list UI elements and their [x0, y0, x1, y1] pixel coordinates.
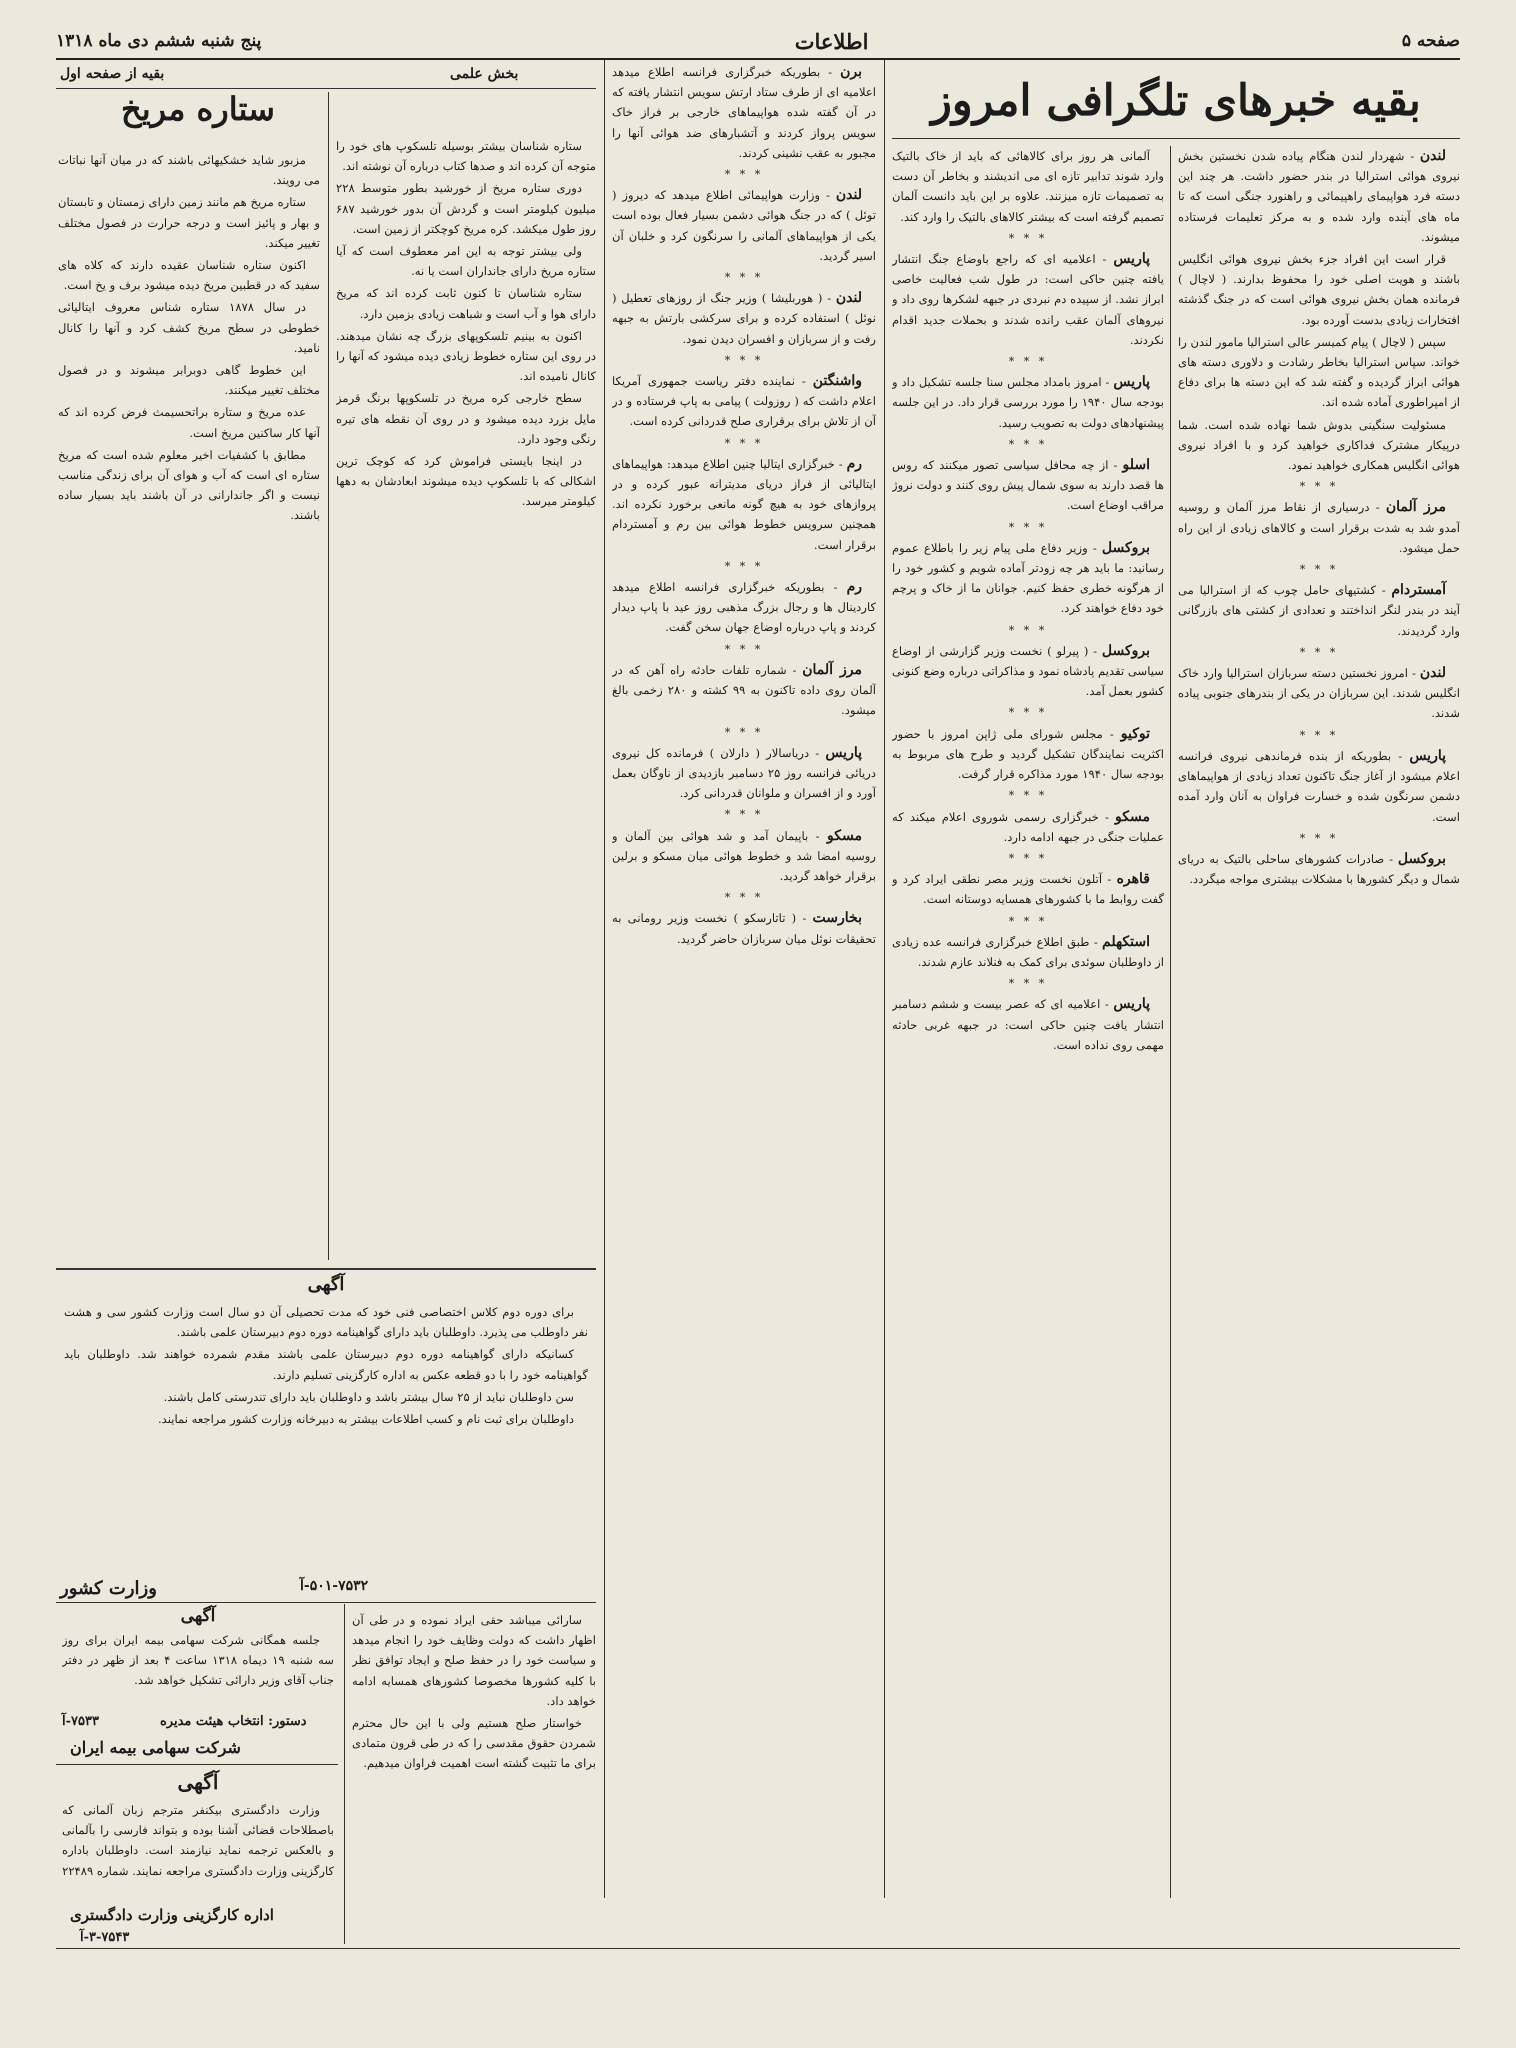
item-separator: * * * [1299, 831, 1339, 845]
news-item: رم - خبرگزاری ایتالیا چنین اطلاع میدهد: هواپیماهای ایتالیائی از فراز دریای مدیترانه عبور کرده و در پروازهای خود به هیچ گونه مانعی برخورد نکرده اند. همچنین سرویس خطوط هوائی بین رم و آمستردام برقرار است. [612, 455, 876, 552]
news-dateline: اسلو [1122, 457, 1150, 474]
paragraph: ستاره شناسان تا کنون ثابت کرده اند که مریخ دارای هوا و آب است و شباهت زیادی بزمین دارد. [336, 286, 596, 321]
ads-divider [56, 1764, 338, 1765]
news-item: پاریس - امروز بامداد مجلس سنا جلسه تشکیل داد و بودجه سال ۱۹۴۰ را مورد بررسی قرار داد. در این جلسه پیشنهادهای دولت به تصویب رسید. [892, 374, 1164, 430]
news-item: بروکسل - وزیر دفاع ملی پیام زیر را باطلاع عموم رسانید: ما باید هر چه زودتر آماده شویم و کشور خود را از هرگونه خطری حفظ کنیم. جوانان ما از خاک و پرچم خود دفاع خواهند کرد. [892, 539, 1164, 616]
news-text: خبرگزاری ایتالیا چنین اطلاع میدهد: هواپیماهای ایتالیائی از فراز دریای مدیترانه عبور کرده و در پروازهای خود به هیچ گونه مانعی برخورد نکرده اند. همچنین سرویس خطوط هوائی بین رم و آمستردام برقرار است. [612, 456, 876, 552]
item-separator: * * * [1008, 977, 1048, 991]
paragraph: سطح خارجی کره مریخ در تلسکوپها برنگ قرمز مایل بزرد دیده میشود و در روی آن نقطه های تیره رنگی وجود دارد. [336, 391, 596, 446]
news-text: وزیر دفاع ملی پیام زیر را باطلاع عموم رسانید: ما باید هر چه زودتر آماده شویم و کشور خود را از هرگونه خطری حفظ کنیم. جوانان ما از خاک و پرچم خود دفاع خواهند کرد. [892, 540, 1164, 616]
news-text: امروز بامداد مجلس سنا جلسه تشکیل داد و بودجه سال ۱۹۴۰ را مورد بررسی قرار داد. در این جلسه پیشنهادهای دولت به تصویب رسید. [892, 375, 1164, 430]
notice-2-agenda: دستور: انتخاب هیئت مدیره [160, 1714, 307, 1729]
news-item [1178, 249, 1460, 330]
news-text: از چه محافل سیاسی تصور میکنند که روس ها قصد دارند به سوی شمال پیش روی کنند و دولت نروژ مراقب اوضاع است. [892, 458, 1164, 513]
news-item: مرز آلمان - درسیاری از نقاط مرز آلمان و روسیه آمدو شد به شدت برقرار است و کالاهای زیادی از این راه حمل میشود. [1178, 499, 1460, 555]
item-separator: * * * [1008, 623, 1048, 637]
news-text: مسئولیت سنگینی بدوش شما نهاده شده است. شما درپیکار مشترک فداکاری خواهید کرد و با افراد نیروی هوائی انگلیس همکاری خواهید نمود. [1178, 417, 1460, 473]
ads-divider [56, 1602, 596, 1603]
item-separator: * * * [724, 725, 764, 739]
news-text: ( پیرلو ) نخست وزیر گزارشی از اوضاع سیاسی تقدیم پادشاه نمود و مذاکراتی درباره وضع کنونی کشور بعمل آمد. [892, 643, 1164, 699]
paragraph: خواستار صلح هستیم ولی با این حال محترم شمردن حقوق مقدسی را که در طی قرون متمادی برای ما تثبیت گشته است اهمیت فراوان میدهیم. [352, 1716, 596, 1771]
paragraph: سارائی میباشد حقی ایراد نموده و در طی آن اظهار داشت که دولت وظایف خود را انجام میدهد و سیاست خود را در حفظ صلح و ایجاد توافق نظر با کلیه کشورها مخصوصا کشورهای همسایه ادامه خواهد داد. [352, 1613, 596, 1708]
paragraph: جلسه همگانی شرکت سهامی بیمه ایران برای روز سه شنبه ۱۹ دیماه ۱۳۱۸ ساعت ۴ بعد از ظهر در دفتر جناب آقای وزیر دارائی تشکیل خواهد شد. [62, 1633, 334, 1688]
news-item: پاریس - دریاسالار ( دارلان ) فرمانده کل نیروی دریائی فرانسه روز ۲۵ دسامبر بازدیدی از ناوگان بعمل آورد و از افسران و ملوانان قدردانی کرد. [612, 744, 876, 801]
item-separator: * * * [724, 168, 764, 182]
news-text: دریاسالار ( دارلان ) فرمانده کل نیروی دریائی فرانسه روز ۲۵ دسامبر بازدیدی از ناوگان بعمل آورد و از افسران و ملوانان قدردانی کرد. [612, 745, 876, 801]
news-text: بطوریکه از بنده فرماندهی نیروی فرانسه اعلام میشود از آغاز جنگ تاکنون تعداد زیادی از هواپیماهای دشمن سرنگون شده و خسارت فراوان به آنان وارد آمده است. [1178, 748, 1460, 824]
notice-3-body [62, 1800, 334, 1904]
item-separator: * * * [724, 559, 764, 573]
news-item [1178, 332, 1460, 413]
news-item: لندن - وزارت هواپیمائی اطلاع میدهد که دیروز ( توئل ) که در جنگ هوائی دشمن بسیار فعال بوده است یکی از هواپیماهای آلمانی را سرنگون کرد و خلبان آن اسیر گردید. [612, 187, 876, 263]
news-dateline: واشنگتن [812, 373, 862, 390]
news-item: لندن - ( هوربلیشا ) وزیر جنگ از روزهای تعطیل ( نوئل ) استفاده کرده و برای سرکشی بارتش به جبهه رفت و از سربازان و افسران دیدن نمود. [612, 290, 876, 346]
item-separator: * * * [724, 808, 764, 822]
telegraph-column-2 [892, 146, 1164, 1898]
news-item: بروکسل - صادرات کشورهای ساحلی بالتیک به دریای شمال و دیگر کشورها با مشکلات بیشتری مواجه میگردد. [1178, 850, 1460, 887]
item-separator: * * * [724, 271, 764, 285]
paragraph: در اینجا بایستی فراموش کرد که کوچک ترین اشکالی که با تلسکوپ دیده میشوند ابعادشان به دهها کیلومتر میرسد. [336, 454, 596, 509]
news-item: قاهره - آتلون نخست وزیر مصر نطقی ایراد کرد و گفت روابط ما با کشورهای همسایه دوستانه است. [892, 871, 1164, 907]
column-divider [344, 1604, 345, 1944]
news-dateline: توکیو [1120, 725, 1151, 742]
item-separator: * * * [1008, 851, 1048, 865]
item-separator: * * * [1299, 480, 1339, 494]
notice-2-code: ۷۵۳۳-آ [62, 1714, 99, 1729]
news-text: مجلس شورای ملی ژاپن امروز با حضور اکثریت نمایندگان تشکیل گردید و طرح های مربوط به بودجه سال ۱۹۴۰ مورد مذاکره قرار گرفت. [892, 726, 1164, 782]
news-dateline: برن [840, 64, 862, 80]
news-item: آمستردام - کشتیهای حامل چوب که از استرالیا می آیند در بندر لنگر انداختند و تعدادی از کشتی های بازرگانی وارد گردیدند. [1178, 582, 1460, 638]
news-text: کشتیهای حامل چوب که از استرالیا می آیند در بندر لنگر انداختند و تعدادی از کشتی های بازرگانی وارد گردیدند. [1178, 583, 1460, 638]
news-text: ( هوربلیشا ) وزیر جنگ از روزهای تعطیل ( نوئل ) استفاده کرده و برای سرکشی بارتش به جبهه رفت و از سربازان و افسران دیدن نمود. [612, 291, 876, 346]
paragraph: ستاره مریخ هم مانند زمین دارای زمستان و تابستان و بهار و پائیز است و درجه حرارت در فصول مختلف تغییر میکند. [58, 195, 320, 250]
science-column-b [58, 150, 320, 1260]
item-separator: * * * [724, 891, 764, 905]
paragraph: عده مریخ و ستاره براتحسیمث فرض کرده اند که آنها کار ساکنین مریخ است. [58, 405, 320, 440]
notice-1-title: آگهی [307, 1274, 345, 1295]
speech-continuation [352, 1610, 596, 1910]
issue-date: پنج شنبه ششم دی ماه ۱۳۱۸ [56, 31, 262, 51]
news-dateline: بخارست [812, 910, 862, 927]
column-divider [884, 60, 885, 1898]
article-title: ستاره مریخ [121, 90, 275, 128]
news-item: پاریس - بطوریکه از بنده فرماندهی نیروی فرانسه اعلام میشود از آغاز جنگ تاکنون تعداد زیادی از هواپیماهای دشمن سرنگون شده و خسارت فراوان به آنان وارد آمده است. [1178, 747, 1460, 824]
news-dateline: رم [846, 579, 862, 596]
newspaper-name: اطلاعات [794, 28, 869, 54]
news-text: سپس ( لاچال ) پیام کمیسر عالی استرالیا مامور لندن را خواند. سپاس استرالیا بخاطر رشادت و دلاوری دسته های هوائی ابراز گردیده و گفته شد که این دسته ها برای دفاع از امپراطوری آماده شده اند. [1178, 334, 1460, 410]
news-dateline: لندن [1419, 148, 1446, 164]
notice-1-code: ۵۰۱-۷۵۳۲-آ [300, 1578, 369, 1594]
news-item: استکهلم - طبق اطلاع خبرگزاری فرانسه عده زیادی از داوطلبان سوئدی برای کمک به فنلاند عازم شدند. [892, 933, 1164, 969]
news-dateline: لندن [835, 290, 862, 307]
news-item [892, 146, 1164, 227]
news-dateline: بروکسل [1101, 642, 1150, 659]
news-text: بطوریکه خبرگزاری فرانسه اطلاع میدهد اعلامیه ای از طرف ستاد ارتش سویس انتشار یافته که در آن گفته شده هواپیماهای خارجی بر فراز خاک سویس پرواز کردند و آتشبارهای ضد هوائی آنها را مجبور به عقب نشینی کردند. [612, 65, 876, 160]
news-text: نماینده دفتر ریاست جمهوری آمریکا اعلام داشت که ( روزولت ) پیامی به پاپ فرستاده و در آن از تلاش برای برقراری صلح قدردانی کرده است. [612, 374, 876, 429]
paragraph: دوری ستاره مریخ از خورشید بطور متوسط ۲۲۸ میلیون کیلومتر است و گردش آن بدور خورشید ۶۸۷ روز طول میکشد. کره مریخ کوچکتر از زمین است. [336, 181, 596, 236]
column-divider [604, 60, 605, 1898]
item-separator: * * * [1008, 706, 1048, 720]
notice-3-signer: اداره کارگزینی وزارت دادگستری [70, 1906, 274, 1924]
news-text: شماره تلفات حادثه راه آهن که در آلمان روی داده تاکنون به ۹۹ کشته و ۲۸۰ زخمی بالغ میشود. [612, 662, 876, 718]
notice-2-signer: شرکت سهامی بیمه ایران [70, 1738, 241, 1757]
news-dateline: پاریس [1113, 374, 1151, 391]
news-text: ( تاتارسکو ) نخست وزیر رومانی به تحقیقات نوئل میان سربازان حاضر گردید. [612, 911, 876, 946]
paragraph: اکنون به بینیم تلسکوپهای بزرگ چه نشان میدهند. در روی این ستاره خطوط زیادی دیده میشود که آنها را کانال نامیده اند. [336, 328, 596, 384]
news-dateline: مسکو [1115, 808, 1150, 825]
item-separator: * * * [724, 642, 764, 656]
column-divider [1170, 146, 1171, 1898]
news-dateline: پاریس [1113, 251, 1150, 268]
continued-label: بقیه از صفحه اول [60, 66, 165, 82]
paragraph: ستاره شناسان بیشتر بوسیله تلسکوپ های خود را متوجه آن کرده اند و صدها کتاب درباره آن نوشته اند. [336, 139, 596, 174]
news-text: باپیمان آمد و شد هوائی بین آلمان و روسیه امضا شد و خطوط هوائی میان مسکو و برلین برقرار خواهد گردید. [612, 828, 876, 883]
item-separator: * * * [1008, 231, 1048, 245]
news-item: بروکسل - ( پیرلو ) نخست وزیر گزارشی از اوضاع سیاسی تقدیم پادشاه نمود و مذاکراتی درباره وضع کنونی کشور بعمل آمد. [892, 642, 1164, 699]
paragraph: مزبور شاید خشکیهائی باشند که در میان آنها نباتات می رویند. [58, 153, 320, 188]
paragraph: این خطوط گاهی دوبرابر میشوند و در فصول مختلف تغییر میکنند. [58, 363, 320, 398]
news-dateline: مسکو [827, 827, 862, 844]
news-dateline: پاریس [1113, 996, 1150, 1013]
news-dateline: پاریس [825, 744, 862, 761]
paragraph: وزارت دادگستری بیکنفر مترجم زبان آلمانی که باصطلاحات قضائی آشنا بوده و بتواند فارسی را بآلمانی و بالعکس ترجمه نماید نیازمند است. داوطلبان باداره کارگزینی وزارت دادگستری مراجعه نمایند. شماره ۲۲۴۸۹ [62, 1803, 334, 1878]
paragraph: اکنون ستاره شناسان عقیده دارند که کلاه های سفید که در قطبین مریخ دیده میشود برف و یخ است. [58, 258, 320, 293]
item-separator: * * * [1008, 437, 1048, 451]
news-dateline: لندن [1419, 665, 1446, 682]
paragraph: سن داوطلبان نباید از ۲۵ سال بیشتر باشد و داوطلبان باید دارای تندرستی کامل باشند. [163, 1389, 574, 1404]
news-dateline: قاهره [1116, 871, 1150, 888]
item-separator: * * * [1008, 914, 1048, 928]
news-text: اعلامیه ای که عصر بیست و ششم دسامبر انتشار یافت چنین حاکی است: در جبهه غربی حادثه مهمی روی نداده است. [892, 997, 1164, 1052]
notice-3-title: آگهی [177, 1770, 219, 1794]
news-text: قرار است این افراد جزء بخش نیروی هوائی انگلیس باشند و هویت اصلی خود را محفوظ بدارند. ( لاچال ) فرمانده همان بخش نیروی هوائی است که در جنگ گذشته افتخارات زیادی بدست آورده بود. [1178, 252, 1460, 327]
telegraph-column-1 [1178, 146, 1460, 1898]
news-text: صادرات کشورهای ساحلی بالتیک به دریای شمال و دیگر کشورها با مشکلات بیشتری مواجه میگردد. [1178, 851, 1460, 887]
news-dateline: پاریس [1409, 747, 1446, 764]
science-section-label: بخش علمی [450, 66, 519, 82]
paragraph: کسانیکه دارای گواهینامه دوره دوم دبیرستان علمی باشند مقدم شمرده خواهند شد. داوطلبان باید گواهینامه خود را با دو قطعه عکس به اداره کارگزینی تسلیم دارند. [64, 1347, 588, 1382]
news-dateline: استکهلم [1102, 933, 1150, 950]
news-dateline: بروکسل [1101, 539, 1151, 556]
news-item: مسکو - خبرگزاری رسمی شوروی اعلام میکند که عملیات جنگی در جبهه ادامه دارد. [892, 808, 1164, 844]
news-item: برن - بطوریکه خبرگزاری فرانسه اطلاع میدهد اعلامیه ای از طرف ستاد ارتش سویس انتشار یافته که در آن گفته شده هواپیماهای خارجی بر فراز خاک سویس پرواز کردند و آتشبارهای ضد هوائی آنها را مجبور به عقب نشینی کردند. [612, 64, 876, 160]
news-dateline: بروکسل [1397, 850, 1446, 867]
news-text: آتلون نخست وزیر مصر نطقی ایراد کرد و گفت روابط ما با کشورهای همسایه دوستانه است. [892, 872, 1164, 907]
item-separator: * * * [1299, 645, 1339, 659]
item-separator: * * * [1008, 789, 1048, 803]
page-number: صفحه ۵ [1401, 31, 1460, 51]
news-item: واشنگتن - نماینده دفتر ریاست جمهوری آمریکا اعلام داشت که ( روزولت ) پیامی به پاپ فرستاده و در آن از تلاش برای برقراری صلح قدردانی کرده است. [612, 373, 876, 429]
news-text: اعلامیه ای که راجع باوضاع جنگ انتشار یافته چنین حاکی است: در طول شب فعالیت خاصی ابراز نشد. از سپیده دم نبردی در جبهه لشکرها روی داد و نیروهای آلمان عقب رانده شدند و بحملات جدید اقدام نکردند. [892, 252, 1164, 347]
news-text: درسیاری از نقاط مرز آلمان و روسیه آمدو شد به شدت برقرار است و کالاهای زیادی از این راه حمل میشود. [1178, 500, 1460, 555]
notice-2-body [62, 1630, 334, 1712]
news-item [1178, 415, 1460, 476]
news-text: خبرگزاری رسمی شوروی اعلام میکند که عملیات جنگی در جبهه ادامه دارد. [892, 809, 1164, 844]
paragraph: داوطلبان برای ثبت نام و کسب اطلاعات بیشتر به دبیرخانه وزارت کشور مراجعه نمایند. [157, 1412, 574, 1427]
news-dateline: آمستردام [1391, 582, 1446, 599]
telegraph-headline: بقیه خبرهای تلگرافی امروز [892, 68, 1460, 139]
news-item: مسکو - باپیمان آمد و شد هوائی بین آلمان و روسیه امضا شد و خطوط هوائی میان مسکو و برلین برقرار خواهد گردید. [612, 827, 876, 883]
science-column-a [336, 136, 596, 1260]
news-dateline: رم [846, 455, 862, 472]
news-text: وزارت هواپیمائی اطلاع میدهد که دیروز ( توئل ) که در جنگ هوائی دشمن بسیار فعال بوده است یکی از هواپیماهای آلمانی را سرنگون کرد و خلبان آن اسیر گردید. [612, 188, 876, 263]
news-item: توکیو - مجلس شورای ملی ژاپن امروز با حضور اکثریت نمایندگان تشکیل گردید و طرح های مربوط به بودجه سال ۱۹۴۰ مورد مذاکره قرار گرفت. [892, 725, 1164, 782]
news-text: امروز نخستین دسته سربازان استرالیا وارد خاک انگلیس شدند. این سربازان در یکی از بندرهای جنوبی پیاده شدند. [1178, 666, 1460, 721]
paragraph: مطابق با کشفیات اخیر معلوم شده است که مریخ ستاره ای است که آب و هوای آن برای زندگی مناسب نیست و اگر جاندارانی در آن باشند باید بسیار ساده باشند. [58, 447, 320, 523]
notice-1-signer: وزارت کشور [60, 1578, 157, 1599]
news-item: بخارست - ( تاتارسکو ) نخست وزیر رومانی به تحقیقات نوئل میان سربازان حاضر گردید. [612, 910, 876, 946]
item-separator: * * * [1008, 355, 1048, 369]
notice-3-code: ۳-۷۵۴۳-آ [80, 1930, 130, 1945]
news-dateline: لندن [835, 187, 862, 204]
item-separator: * * * [724, 436, 764, 450]
news-item: رم - بطوریکه خبرگزاری فرانسه اطلاع میدهد کاردینال ها و رجال بزرگ مذهبی روز عید با پاپ دیدار کردند و پاپ درباره اوضاع جهان سخن گفت. [612, 579, 876, 635]
item-separator: * * * [1299, 728, 1339, 742]
section-rule [56, 88, 596, 89]
notice-1-body [64, 1302, 588, 1572]
news-text: طبق اطلاع خبرگزاری فرانسه عده زیادی از داوطلبان سوئدی برای کمک به فنلاند عازم شدند. [892, 934, 1164, 969]
page-bottom-rule [56, 1948, 1460, 1949]
news-item: لندن - امروز نخستین دسته سربازان استرالیا وارد خاک انگلیس شدند. این سربازان در یکی از بندرهای جنوبی پیاده شدند. [1178, 665, 1460, 721]
item-separator: * * * [724, 353, 764, 367]
news-text: شهردار لندن هنگام پیاده شدن نخستین بخش نیروی هوائی استرالیا در بندر حضور داشت. هر چند این دسته فرد هواپیمای راهپیمائی و راهنورد جنگی است که تا ماه های آینده وارد شده و به مرکز تعلیمات فرستاده میشوند. [1178, 149, 1460, 244]
news-item: پاریس - اعلامیه ای که راجع باوضاع جنگ انتشار یافته چنین حاکی است: در طول شب فعالیت خاصی ابراز نشد. از سپیده دم نبردی در جبهه لشکرها روی داد و نیروهای آلمان عقب رانده شدند و بحملات جدید اقدام نکردند. [892, 251, 1164, 347]
item-separator: * * * [1008, 520, 1048, 534]
news-item: لندن - شهردار لندن هنگام پیاده شدن نخستین بخش نیروی هوائی استرالیا در بندر حضور داشت. هر چند این دسته فرد هواپیمای راهپیمائی و راهنورد جنگی است که تا ماه های آینده وارد شده و به مرکز تعلیمات فرستاده میشوند. [1178, 148, 1460, 244]
ads-divider [56, 1268, 596, 1270]
news-item: پاریس - اعلامیه ای که عصر بیست و ششم دسامبر انتشار یافت چنین حاکی است: در جبهه غربی حادثه مهمی روی نداده است. [892, 996, 1164, 1052]
notice-2-title: آگهی [180, 1606, 216, 1626]
telegraph-column-3 [612, 62, 876, 1898]
news-item: اسلو - از چه محافل سیاسی تصور میکنند که روس ها قصد دارند به سوی شمال پیش روی کنند و دولت نروژ مراقب اوضاع است. [892, 457, 1164, 513]
paragraph: برای دوره دوم کلاس اختصاصی فنی خود که مدت تحصیلی آن دو سال است وزارت کشور سی و هشت نفر داوطلب می پذیرد. داوطلبان باید دارای گواهینامه دوره دوم دبیرستان علمی باشند. [64, 1305, 588, 1340]
news-item: مرز آلمان - شماره تلفات حادثه راه آهن که در آلمان روی داده تاکنون به ۹۹ کشته و ۲۸۰ زخمی بالغ میشود. [612, 661, 876, 718]
news-dateline: مرز آلمان [802, 661, 862, 678]
news-text: بطوریکه خبرگزاری فرانسه اطلاع میدهد کاردینال ها و رجال بزرگ مذهبی روز عید با پاپ دیدار کردند و پاپ درباره اوضاع جهان سخن گفت. [612, 580, 876, 635]
paragraph: ولی بیشتر توجه به این امر معطوف است که آیا ستاره مریخ دارای جانداران است یا نه. [336, 244, 596, 279]
paragraph: در سال ۱۸۷۸ ستاره شناس معروف ایتالیائی خطوطی در سطح مریخ کشف کرد و آنها را کانال نامید. [58, 300, 320, 355]
column-divider [328, 92, 329, 1260]
page-header [56, 24, 1460, 60]
news-dateline: مرز آلمان [1385, 499, 1446, 516]
item-separator: * * * [1299, 563, 1339, 577]
news-text: آلمانی هر روز برای کالاهائی که باید از خاک بالتیک وارد شوند تدابیر تازه ای می اندیشند و بخاطر آن دست به تصمیمات تازه میزنند. علاوه بر این باید دانست آلمان تصمیم گرفته است که بیشتر کالاهای بالتیک را وارد کند. [892, 149, 1164, 224]
